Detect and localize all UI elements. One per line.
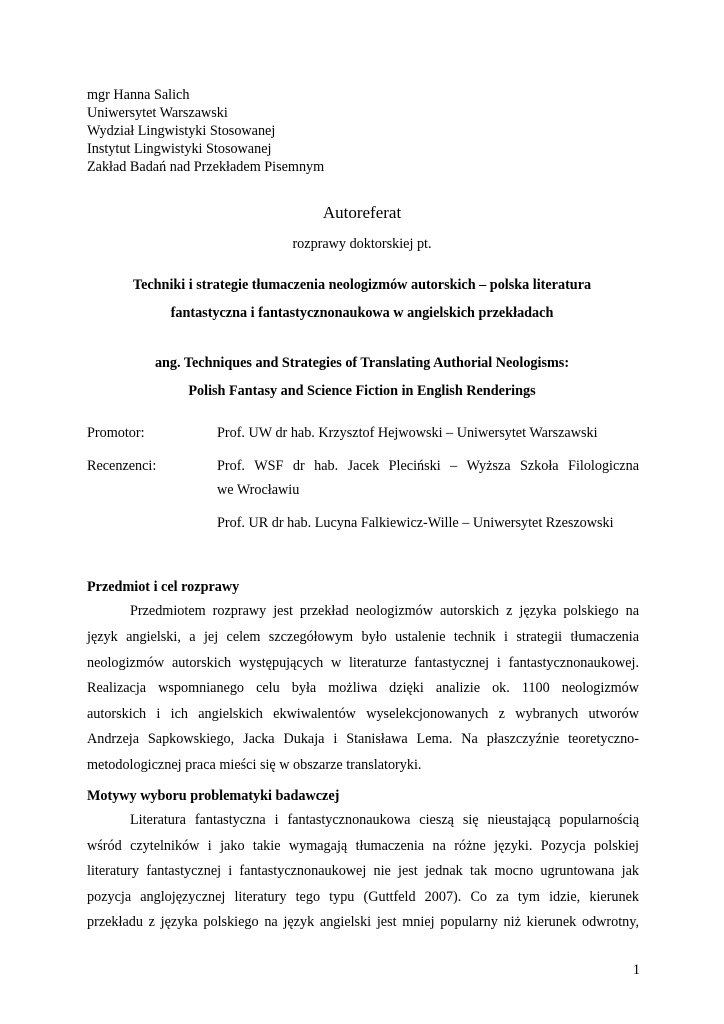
paragraph-line: metodologicznej praca mieści się w obszarze translatoryki. (87, 757, 422, 773)
reviewer-1-line-2: we Wrocławiu (217, 482, 300, 498)
thesis-title-english-line: ang. Techniques and Strategies of Translating Authorial Neologisms: (154, 355, 570, 371)
paragraph-line: pozycja anglojęzycznej literatury tego typu (Guttfeld 2007). Co za tym idzie, kierunek (87, 889, 639, 905)
promotor-value: Prof. UW dr hab. Krzysztof Hejwowski – Uniwersytet Warszawski (217, 425, 598, 441)
paragraph-line: przekładu z języka polskiego na język angielski jest mniej popularny niż kierunek odwrotny, (87, 914, 639, 930)
thesis-title-polish-line: Techniki i strategie tłumaczenia neologizmów autorskich – polska literatura (132, 277, 592, 293)
section-heading-motives: Motywy wyboru problematyki badawczej (87, 788, 340, 804)
thesis-title-polish-line: fantastyczna i fantastycznonaukowa w angielskich przekładach (170, 305, 554, 321)
reviewer-1-line-1: Prof. WSF dr hab. Jacek Pleciński – Wyższa Szkoła Filologiczna (217, 458, 639, 474)
faculty: Wydział Lingwistyki Stosowanej (87, 123, 276, 139)
paragraph-line: neologizmów autorskich występujących w literaturze fantastycznej i fantastycznonaukowej. (87, 655, 639, 671)
institute: Instytut Lingwistyki Stosowanej (87, 141, 272, 157)
university: Uniwersytet Warszawski (87, 105, 228, 121)
author-name: mgr Hanna Salich (87, 87, 190, 103)
document-title: Autoreferat (322, 203, 402, 222)
paragraph-line: wśród czytelników i jako takie wymagają tłumaczenia na różne języki. Pozycja polskiej (87, 838, 639, 854)
paragraph-line: język angielski, a jej celem szczegółowym było ustalenie technik i strategii tłumaczenia (87, 629, 639, 645)
paragraph-line: literatury fantastycznej i fantastycznonaukowej nie jest jednak tak mocno ugruntowana jak (87, 863, 639, 879)
thesis-title-polish (0, 271, 724, 327)
promotor-label: Promotor: (87, 425, 145, 441)
paragraph-line: Przedmiotem rozprawy jest przekład neologizmów autorskich z języka polskiego na (130, 603, 639, 619)
paragraph-line: autorskich i ich angielskich ekwiwalentów wyselekcjonowanych z wybranych utworów (87, 706, 639, 722)
thesis-title-english-line: Polish Fantasy and Science Fiction in English Renderings (188, 383, 536, 399)
reviewers-label: Recenzenci: (87, 458, 157, 474)
paragraph-line: Realizacja wspomnianego celu była możliwa dzięki analizie ok. 1100 neologizmów (87, 680, 639, 696)
reviewer-2: Prof. UR dr hab. Lucyna Falkiewicz-Wille – Uniwersytet Rzeszowski (217, 515, 614, 531)
thesis-title-english (0, 349, 724, 405)
section-heading-subject: Przedmiot i cel rozprawy (87, 579, 240, 595)
page-number: 1 (632, 962, 640, 978)
department: Zakład Badań nad Przekładem Pisemnym (87, 159, 325, 175)
paragraph-line: Literatura fantastyczna i fantastycznonaukowa cieszą się nieustającą popularnością (130, 812, 639, 828)
document-subtitle: rozprawy doktorskiej pt. (292, 236, 432, 252)
paragraph-line: Andrzeja Sapkowskiego, Jacka Dukaja i Stanisława Lema. Na płaszczyźnie teoretyczno- (87, 731, 639, 747)
author-affiliation (87, 86, 324, 176)
